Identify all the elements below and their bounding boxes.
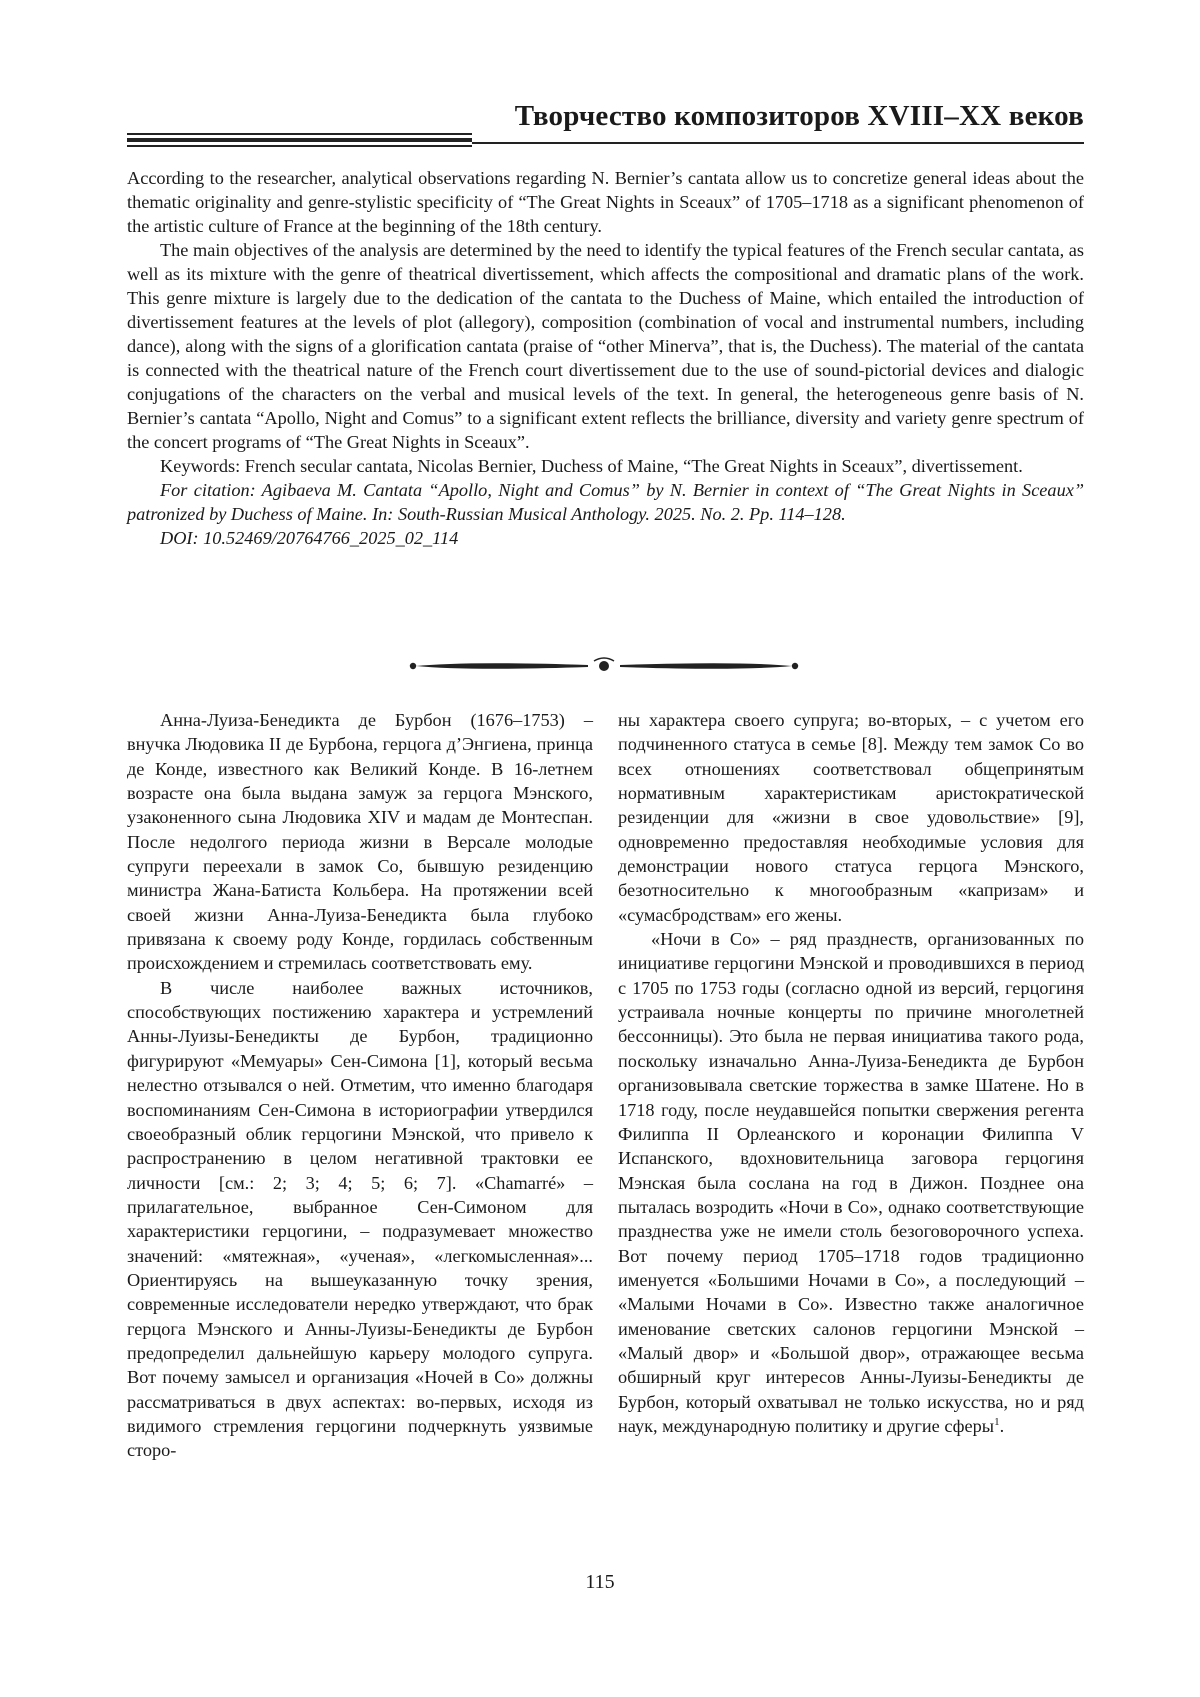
paragraph-end: . <box>999 1415 1005 1436</box>
body-paragraph-text: «Ночи в Со» – ряд празднеств, организованных по инициативе герцогини Мэнской и проводившихся в период с 1705 по 1753 годы (согласно одной из версий, герцогиня устраивала ночные концерты по причине многолетней бессонницы). Это была не первая инициатива такого рода, поскольку изначально Анна-Луиза-Бенедикта де Бурбон организовывала светские торжества в замке Шатене. Но в 1718 году, после неудавшейся попытки свержения регента Филиппа II Орлеанского и коронации Филиппа V Испанского, вдохновительница заговора герцогиня Мэнская была сослана на год в Дижон. Позднее она пыталась возродить «Ночи в Со», однако соответствующие празднества уже не имели столь безоговорочного успеха. Вот почему период 1705–1718 годов традиционно именуется «Большими Ночами в Со», а последующий – «Малыми Ночами в Со». Известно также аналогичное именование светских салонов герцогини Мэнской – «Малый двор» и «Большой двор», отражающее весьма обширный круг интересов Анны-Луизы-Бенедикты де Бурбон, который охватывал не только искусства, но и ряд наук, международную политику и другие сферы <box>618 929 1084 1436</box>
english-abstract <box>127 166 1084 550</box>
abstract-paragraph-1: According to the researcher, analytical observations regarding N. Bernier’s cantata allow us to concretize general ideas about the thematic originality and genre-stylistic specificity of “The Great Nights in Sceaux” of 1705–1718 as a significant phenomenon of the artistic culture of France at the beginning of the 18th century. <box>127 168 1084 236</box>
body-paragraph: В числе наиболее важных источников, способствующих постижению характера и устремлений Анны-Луизы-Бенедикты де Бурбон, традиционно фигурируют «Мемуары» Сен-Симона [1], который весьма нелестно отзывался о ней. Отметим, что именно благодаря воспоминаниям Сен-Симона в историографии утвердился своеобразный облик герцогини Мэнской, что привело к распространению в целом негативной трактовки ее личности [см.: 2; 3; 4; 5; 6; 7]. «Chamarré» – прилагательное, выбранное Сен-Симоном для характеристики герцогини, – подразумевает множество значений: «мятежная», «ученая», «легкомысленная»... Ориентируясь на вышеуказанную точку зрения, современные исследователи нередко утверждают, что брак герцога Мэнского и Анны-Луизы-Бенедикты де Бурбон предопределил дальнейшую карьеру молодого супруга. Вот почему замысел и организация «Ночей в Со» должны рассматриваться в двух аспектах: во-первых, исходя из видимого стремления герцогини подчеркнуть уязвимые сторо- <box>127 977 593 1461</box>
abstract-paragraph-2: The main objectives of the analysis are determined by the need to identify the typical features of the French secular cantata, as well as its mixture with the genre of theatrical divertissement, which affects the compositional and dramatic plans of the work. This genre mixture is largely due to the dedication of the cantata to the Duchess of Maine, which entailed the introduction of divertissement features at the levels of plot (allegory), composition (combination of vocal and instrumental numbers, including dance), along with the signs of a glorification cantata (praise of “other Minerva”, that is, the Duchess). The material of the cantata is connected with the theatrical nature of the French court divertissement due to the use of sound-pictorial devices and dialogic conjugations of the characters on the verbal and musical levels of the text. In general, the heterogeneous genre basis of N. Bernier’s cantata “Apollo, Night and Comus” to a significant extent reflects the brilliance, diversity and variety genre spectrum of the concert programs of “The Great Nights in Sceaux”. <box>127 240 1084 452</box>
right-column <box>618 708 1084 1438</box>
header-underline <box>472 142 1084 144</box>
header-decorative-rules <box>127 133 472 147</box>
ornament-divider-icon <box>408 656 800 676</box>
body-paragraph-continued: ны характера своего супруга; во-вторых, – с учетом его подчиненного статуса в семье [8]. Между тем замок Со во всех отношениях соответствовал общепринятым нормативным характеристикам аристократической резиденции для «жизни в свое удовольствие» [9], одновременно предоставляя необходимые условия для демонстрации нового статуса герцога Мэнского, безотносительно к многообразным «капризам» и «сумасбродствам» его жены. <box>618 710 1084 925</box>
page-number: 115 <box>585 1571 615 1593</box>
footnote-marker[interactable]: 1 <box>994 1415 1000 1428</box>
keywords: Keywords: French secular cantata, Nicolas Bernier, Duchess of Maine, “The Great Nights in Sceaux”, divertissement. <box>160 456 1023 476</box>
section-title: Творчество композиторов XVIII–XX веков <box>514 100 1084 132</box>
citation: For citation: Agibaeva M. Cantata “Apollo, Night and Comus” by N. Bernier in context of “The Great Nights in Sceaux” patronized by Duchess of Maine. In: South-Russian Musical Anthology. 2025. No. 2. Pp. 114–128. <box>127 480 1084 524</box>
body-paragraph: Анна-Луиза-Бенедикта де Бурбон (1676–1753) – внучка Людовика II де Бурбона, герцога д’Энгиена, принца де Конде, известного как Великий Конде. В 16-летнем возрасте она была выдана замуж за герцога Мэнского, узаконенного сына Людовика XIV и мадам де Монтеспан. После недолгого периода жизни в Версале молодые супруги переехали в замок Со, бывшую резиденцию министра Жана-Батиста Кольбера. На протяжении всей своей жизни Анна-Луиза-Бенедикта была глубоко привязана к своему роду Конде, гордилась собственным происхождением и стремилась соответствовать ему. <box>127 710 593 974</box>
running-header <box>127 100 1084 148</box>
left-column <box>127 708 593 1463</box>
body-paragraph <box>618 927 1084 1438</box>
doi: DOI: 10.52469/20764766_2025_02_114 <box>160 528 459 548</box>
